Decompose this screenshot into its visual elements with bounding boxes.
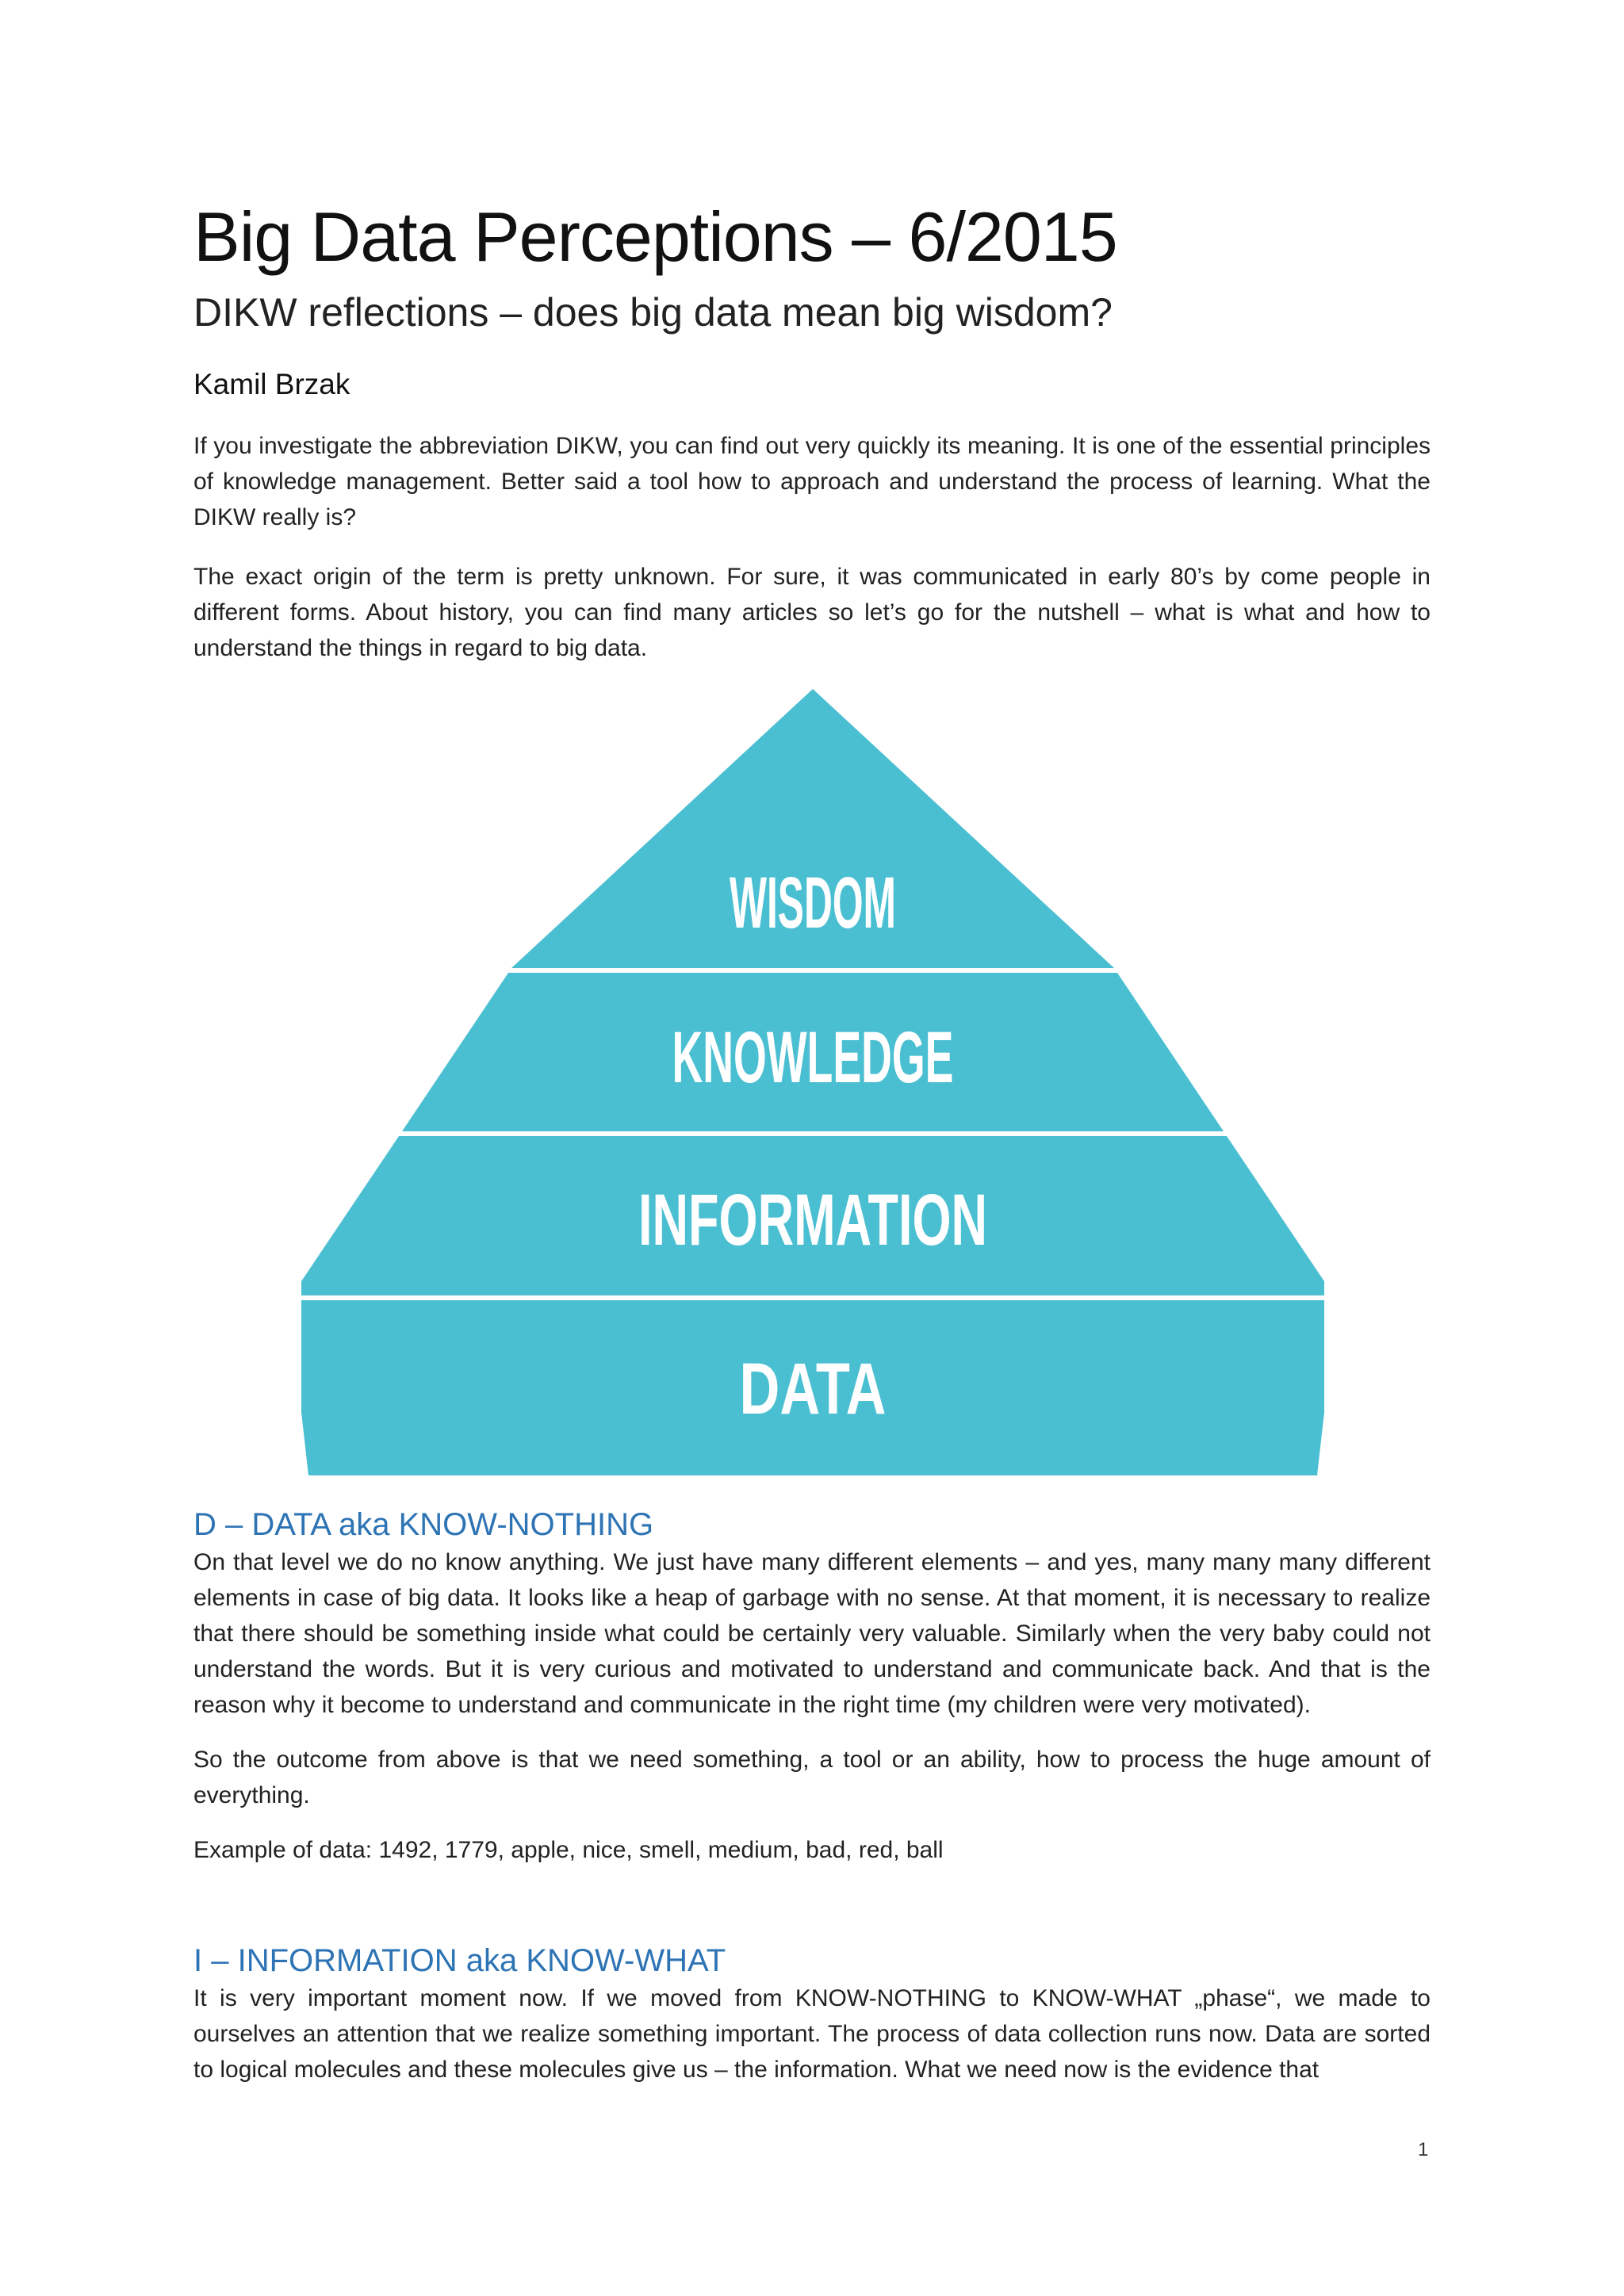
intro-paragraph: If you investigate the abbreviation DIKW, you can find out very quickly its meaning. It is one of the essential principles of knowledge management. Better said a tool how to approach and understand the process of learning. What the DIKW really is? — [193, 433, 1431, 530]
pyramid-label-knowledge: KNOWLEDGE — [672, 1017, 954, 1098]
pyramid-label-data: DATA — [739, 1349, 887, 1429]
document-subtitle: DIKW reflections – does big data mean big wisdom? — [193, 290, 1113, 335]
pyramid-label-wisdom: WISDOM — [730, 863, 896, 943]
section-paragraph: Example of data: 1492, 1779, apple, nice, smell, medium, bad, red, ball — [193, 1837, 944, 1863]
section-paragraph: On that level we do no know anything. We just have many different elements – and yes, many many many different elements in case of big data. It looks like a heap of garbage with no sense. At that moment, it is necessary to realize that there should be something inside what could be certainly very valuable. Similarly when the very baby could not understand the words. But it is very curious and motivated to understand and communicate back. And that is the reason why it become to understand and communicate in the right time (my children were very motivated). — [193, 1549, 1431, 1718]
section-information — [193, 1941, 1431, 2087]
section-heading: D – DATA aka KNOW-NOTHING — [193, 1507, 654, 1542]
intro-section — [193, 428, 1431, 690]
pyramid-label-information: INFORMATION — [638, 1180, 987, 1261]
section-heading: I – INFORMATION aka KNOW-WHAT — [193, 1943, 726, 1978]
dikw-pyramid — [301, 686, 1324, 1479]
document-title: Big Data Perceptions – 6/2015 — [193, 197, 1117, 276]
section-paragraph: It is very important moment now. If we moved from KNOW-NOTHING to KNOW-WHAT „phase“, we made to ourselves an attention that we realize something important. The process of data collection runs now. Data are sorted to logical molecules and these molecules give us – the information. What we need now is the evidence that — [193, 1985, 1431, 2083]
page-number: 1 — [1418, 2139, 1429, 2160]
author-name: Kamil Brzak — [193, 368, 350, 400]
intro-paragraph: The exact origin of the term is pretty unknown. For sure, it was communicated in early 80’s by come people in different forms. About history, you can find many articles so let’s go for the nutshell – what is what and how to understand the things in regard to big data. — [193, 564, 1431, 661]
section-data — [193, 1505, 1431, 1887]
section-paragraph: So the outcome from above is that we need something, a tool or an ability, how to process the huge amount of everything. — [193, 1747, 1431, 1808]
